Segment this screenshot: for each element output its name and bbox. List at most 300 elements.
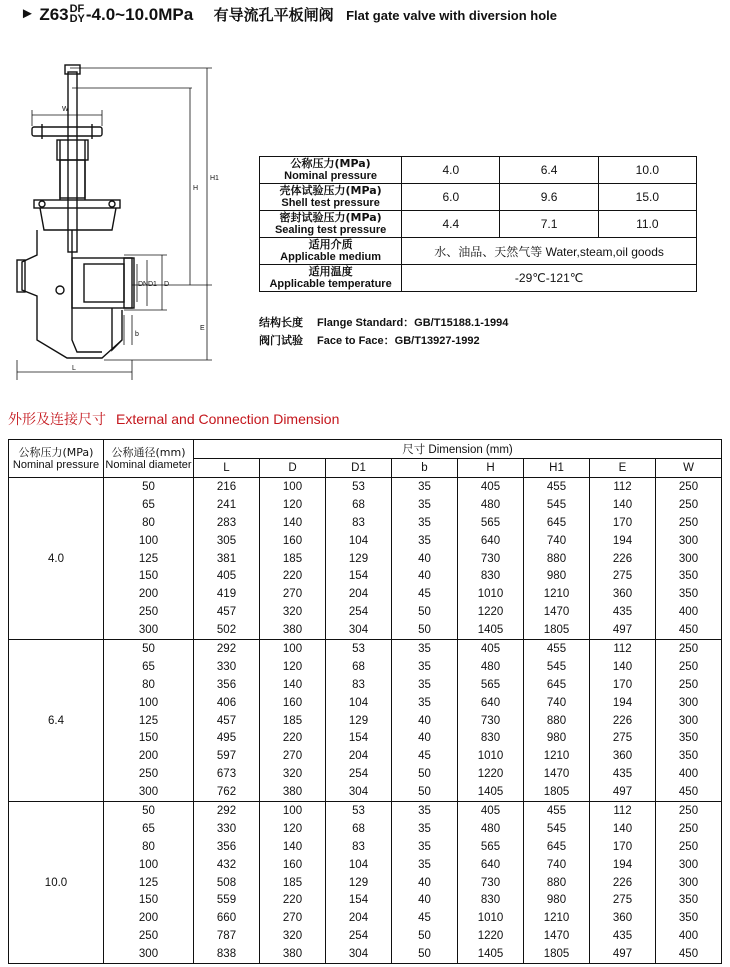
dimension-cell: 35 [392, 640, 458, 658]
dimension-cell: 565 [458, 514, 524, 532]
dimension-cell: 545 [524, 496, 590, 514]
dimension-cell: 360 [590, 747, 656, 765]
dimension-cell: 250 [656, 478, 722, 496]
dimension-cell: 830 [458, 891, 524, 909]
dimension-cell: 300 [656, 694, 722, 712]
dimension-cell: 275 [590, 567, 656, 585]
dimension-cell: 320 [260, 765, 326, 783]
dimension-cell: 50 [392, 603, 458, 621]
table-row [9, 945, 722, 963]
dimension-cell: 545 [524, 658, 590, 676]
spec-value: 10.0 [598, 157, 696, 184]
label-d: D [164, 281, 170, 288]
dimension-cell: 1805 [524, 945, 590, 963]
table-row [9, 514, 722, 532]
section-title: 外形及连接尺寸 External and Connection Dimension [8, 411, 340, 428]
dimension-cell: 830 [458, 729, 524, 747]
dimension-cell: 830 [458, 567, 524, 585]
dimension-cell: 275 [590, 729, 656, 747]
dimension-cell: 350 [656, 747, 722, 765]
diameter-cell: 150 [104, 891, 194, 909]
dimension-cell: 980 [524, 567, 590, 585]
dimension-cell: 154 [326, 567, 392, 585]
dimension-table [8, 439, 722, 964]
table-row [9, 891, 722, 909]
spec-row [260, 157, 697, 184]
dimension-cell: 565 [458, 676, 524, 694]
table-row [9, 729, 722, 747]
dimension-cell: 559 [194, 891, 260, 909]
dimension-cell: 455 [524, 640, 590, 658]
dimension-cell: 160 [260, 856, 326, 874]
dimension-cell: 300 [656, 856, 722, 874]
diameter-cell: 300 [104, 621, 194, 639]
diameter-cell: 65 [104, 658, 194, 676]
dimension-cell: 104 [326, 856, 392, 874]
dimension-cell: 787 [194, 927, 260, 945]
dimension-cell: 405 [458, 478, 524, 496]
spec-label: 公称压力(MPa) Nominal pressure [260, 157, 402, 184]
col-header-w: W [656, 459, 722, 478]
dimension-cell: 40 [392, 712, 458, 730]
table-row [9, 783, 722, 801]
dimension-cell: 53 [326, 640, 392, 658]
spec-value: 7.1 [500, 211, 598, 238]
diameter-cell: 50 [104, 478, 194, 496]
dimension-cell: 480 [458, 496, 524, 514]
dimension-cell: 304 [326, 621, 392, 639]
col-header-h: H [458, 459, 524, 478]
model-suffix [70, 4, 85, 24]
dimension-cell: 645 [524, 838, 590, 856]
dimension-cell: 40 [392, 729, 458, 747]
dimension-cell: 250 [656, 676, 722, 694]
dimension-cell: 53 [326, 802, 392, 820]
dimension-cell: 380 [260, 945, 326, 963]
table-row [9, 640, 722, 658]
dimension-cell: 68 [326, 496, 392, 514]
dimension-cell: 100 [260, 640, 326, 658]
dimension-cell: 450 [656, 945, 722, 963]
dimension-cell: 880 [524, 874, 590, 892]
table-row [9, 603, 722, 621]
dimension-cell: 880 [524, 550, 590, 568]
dimension-cell: 129 [326, 874, 392, 892]
dimension-cell: 204 [326, 747, 392, 765]
label-w: W [62, 106, 69, 113]
dimension-cell: 597 [194, 747, 260, 765]
dimension-cell: 40 [392, 874, 458, 892]
dimension-cell: 730 [458, 712, 524, 730]
dimension-cell: 83 [326, 838, 392, 856]
dimension-cell: 497 [590, 945, 656, 963]
dimension-cell: 1210 [524, 747, 590, 765]
dimension-cell: 35 [392, 694, 458, 712]
col-header-b: b [392, 459, 458, 478]
dimension-cell: 35 [392, 856, 458, 874]
spec-label: 适用介质 Applicable medium [260, 238, 402, 265]
dimension-cell: 100 [260, 478, 326, 496]
diameter-cell: 100 [104, 694, 194, 712]
dimension-cell: 497 [590, 621, 656, 639]
dimension-cell: 270 [260, 747, 326, 765]
dimension-cell: 35 [392, 532, 458, 550]
dimension-cell: 112 [590, 640, 656, 658]
dimension-cell: 250 [656, 820, 722, 838]
dimension-cell: 356 [194, 676, 260, 694]
spec-row [260, 211, 697, 238]
dimension-cell: 350 [656, 585, 722, 603]
dimension-cell: 350 [656, 567, 722, 585]
diameter-cell: 250 [104, 765, 194, 783]
dimension-cell: 50 [392, 945, 458, 963]
dimension-cell: 1010 [458, 909, 524, 927]
dimension-cell: 762 [194, 783, 260, 801]
dimension-cell: 380 [260, 621, 326, 639]
dimension-cell: 1470 [524, 765, 590, 783]
diameter-cell: 250 [104, 927, 194, 945]
dimension-cell: 35 [392, 676, 458, 694]
spec-table [259, 156, 697, 292]
dimension-cell: 68 [326, 820, 392, 838]
spec-value: 4.0 [402, 157, 500, 184]
table-row [9, 838, 722, 856]
dimension-cell: 1220 [458, 603, 524, 621]
table-row [9, 909, 722, 927]
table-row [9, 550, 722, 568]
dimension-cell: 838 [194, 945, 260, 963]
dimension-cell: 250 [656, 496, 722, 514]
dimension-cell: 170 [590, 514, 656, 532]
flange-standard: 结构长度 Flange Standard：GB/T15188.1-1994 [259, 316, 509, 329]
diameter-cell: 250 [104, 603, 194, 621]
table-row [9, 765, 722, 783]
dimension-cell: 305 [194, 532, 260, 550]
dimension-cell: 400 [656, 603, 722, 621]
label-h1: H1 [210, 175, 219, 182]
dimension-cell: 216 [194, 478, 260, 496]
dimension-cell: 185 [260, 712, 326, 730]
dimension-cell: 673 [194, 765, 260, 783]
dimension-cell: 1220 [458, 765, 524, 783]
dimension-cell: 480 [458, 820, 524, 838]
label-e: E [200, 325, 205, 332]
dimension-cell: 140 [590, 496, 656, 514]
dimension-cell: 645 [524, 514, 590, 532]
table-row [9, 802, 722, 820]
dimension-cell: 220 [260, 891, 326, 909]
dimension-cell: 35 [392, 514, 458, 532]
dimension-cell: 545 [524, 820, 590, 838]
spec-row-medium [260, 238, 697, 265]
dimension-cell: 254 [326, 765, 392, 783]
dimension-cell: 204 [326, 909, 392, 927]
table-row [9, 496, 722, 514]
label-l: L [72, 365, 76, 372]
face-to-face-standard: 阀门试验 Face to Face：GB/T13927-1992 [259, 334, 480, 347]
triangle-bullet-icon: ► [20, 5, 35, 22]
spec-value: 6.0 [402, 184, 500, 211]
dimension-cell: 170 [590, 838, 656, 856]
table-row [9, 927, 722, 945]
dimension-cell: 35 [392, 838, 458, 856]
diameter-cell: 80 [104, 838, 194, 856]
dimension-cell: 980 [524, 891, 590, 909]
header-dimension: 尺寸 Dimension (mm) [194, 440, 722, 459]
col-header-d: D [260, 459, 326, 478]
dimension-cell: 250 [656, 802, 722, 820]
spec-value-medium: 水、油品、天然气等 Water,steam,oil goods [402, 238, 697, 265]
label-d1: D1 [148, 281, 157, 288]
dimension-cell: 100 [260, 802, 326, 820]
dimension-cell: 565 [458, 838, 524, 856]
dimension-cell: 35 [392, 802, 458, 820]
standards-block [259, 314, 508, 350]
diameter-cell: 125 [104, 550, 194, 568]
diameter-cell: 200 [104, 585, 194, 603]
header-nominal-pressure: 公称压力(MPa) Nominal pressure [9, 440, 104, 478]
diameter-cell: 300 [104, 945, 194, 963]
spec-value: 15.0 [598, 184, 696, 211]
diameter-cell: 125 [104, 712, 194, 730]
dimension-cell: 300 [656, 532, 722, 550]
dimension-cell: 140 [260, 676, 326, 694]
title-en: Flat gate valve with diversion hole [346, 8, 558, 23]
dimension-cell: 129 [326, 712, 392, 730]
dimension-cell: 250 [656, 514, 722, 532]
page-header [20, 4, 557, 32]
dimension-cell: 640 [458, 532, 524, 550]
pressure-range: -4.0~10.0MPa [85, 5, 194, 24]
dimension-cell: 455 [524, 802, 590, 820]
dimension-cell: 450 [656, 621, 722, 639]
table-row [9, 478, 722, 496]
dimension-cell: 50 [392, 927, 458, 945]
dimension-cell: 432 [194, 856, 260, 874]
dimension-cell: 194 [590, 856, 656, 874]
dimension-cell: 270 [260, 909, 326, 927]
dimension-cell: 292 [194, 802, 260, 820]
dimension-cell: 50 [392, 783, 458, 801]
dimension-cell: 104 [326, 532, 392, 550]
dimension-cell: 304 [326, 945, 392, 963]
dimension-cell: 320 [260, 927, 326, 945]
dimension-cell: 405 [194, 567, 260, 585]
dimension-cell: 112 [590, 802, 656, 820]
dimension-cell: 112 [590, 478, 656, 496]
dimension-cell: 1805 [524, 621, 590, 639]
dimension-cell: 1010 [458, 585, 524, 603]
spec-row-temp [260, 265, 697, 292]
dimension-cell: 300 [656, 712, 722, 730]
dimension-cell: 350 [656, 729, 722, 747]
dimension-cell: 154 [326, 891, 392, 909]
dimension-cell: 640 [458, 694, 524, 712]
dimension-cell: 497 [590, 783, 656, 801]
dimension-cell: 40 [392, 550, 458, 568]
table-row [9, 532, 722, 550]
dimension-cell: 35 [392, 820, 458, 838]
dimension-cell: 83 [326, 676, 392, 694]
dimension-cell: 495 [194, 729, 260, 747]
dimension-cell: 508 [194, 874, 260, 892]
dimension-cell: 330 [194, 820, 260, 838]
dimension-cell: 480 [458, 658, 524, 676]
dimension-cell: 226 [590, 712, 656, 730]
dimension-cell: 300 [656, 874, 722, 892]
diameter-cell: 80 [104, 676, 194, 694]
dimension-cell: 45 [392, 585, 458, 603]
dimension-cell: 140 [590, 658, 656, 676]
dimension-cell: 50 [392, 621, 458, 639]
table-row [9, 621, 722, 639]
dimension-cell: 350 [656, 909, 722, 927]
dimension-cell: 455 [524, 478, 590, 496]
dimension-cell: 502 [194, 621, 260, 639]
dimension-cell: 254 [326, 927, 392, 945]
dimension-cell: 250 [656, 640, 722, 658]
dimension-cell: 350 [656, 891, 722, 909]
model-sub: DY [69, 12, 85, 25]
table-row [9, 747, 722, 765]
dimension-cell: 435 [590, 765, 656, 783]
pressure-cell: 6.4 [9, 640, 104, 802]
dimension-cell: 1405 [458, 945, 524, 963]
dimension-cell: 980 [524, 729, 590, 747]
dimension-cell: 120 [260, 658, 326, 676]
dimension-cell: 35 [392, 496, 458, 514]
dimension-cell: 1010 [458, 747, 524, 765]
dimension-cell: 419 [194, 585, 260, 603]
dimension-cell: 170 [590, 676, 656, 694]
dimension-cell: 880 [524, 712, 590, 730]
dimension-cell: 45 [392, 747, 458, 765]
dimension-cell: 1210 [524, 909, 590, 927]
spec-value-temp: -29℃-121℃ [402, 265, 697, 292]
dimension-cell: 730 [458, 550, 524, 568]
dimension-cell: 730 [458, 874, 524, 892]
pressure-cell: 4.0 [9, 478, 104, 640]
dimension-cell: 320 [260, 603, 326, 621]
dimension-cell: 740 [524, 532, 590, 550]
dimension-cell: 35 [392, 478, 458, 496]
dimension-cell: 129 [326, 550, 392, 568]
dimension-cell: 226 [590, 874, 656, 892]
table-row [9, 820, 722, 838]
col-header-d1: D1 [326, 459, 392, 478]
dimension-cell: 292 [194, 640, 260, 658]
dimension-cell: 660 [194, 909, 260, 927]
dimension-cell: 250 [656, 838, 722, 856]
dimension-cell: 450 [656, 783, 722, 801]
dimension-cell: 226 [590, 550, 656, 568]
dimension-cell: 1405 [458, 621, 524, 639]
dimension-cell: 154 [326, 729, 392, 747]
dimension-cell: 1805 [524, 783, 590, 801]
diameter-cell: 125 [104, 874, 194, 892]
dimension-cell: 300 [656, 550, 722, 568]
dimension-cell: 405 [458, 640, 524, 658]
dimension-cell: 45 [392, 909, 458, 927]
table-row [9, 658, 722, 676]
model-sup: DF [69, 2, 85, 15]
spec-label: 适用温度 Applicable temperature [260, 265, 402, 292]
spec-row [260, 184, 697, 211]
dimension-cell: 140 [260, 838, 326, 856]
dimension-cell: 140 [590, 820, 656, 838]
diameter-cell: 65 [104, 820, 194, 838]
label-dn: DN [138, 281, 149, 288]
diameter-cell: 65 [104, 496, 194, 514]
col-header-h1: H1 [524, 459, 590, 478]
dimension-cell: 83 [326, 514, 392, 532]
diameter-cell: 80 [104, 514, 194, 532]
dimension-cell: 40 [392, 891, 458, 909]
col-header-l: L [194, 459, 260, 478]
dimension-cell: 254 [326, 603, 392, 621]
dimension-cell: 194 [590, 532, 656, 550]
dimension-cell: 1220 [458, 927, 524, 945]
dimension-cell: 406 [194, 694, 260, 712]
dimension-cell: 40 [392, 567, 458, 585]
model-code: Z63 [39, 5, 69, 24]
dimension-cell: 1405 [458, 783, 524, 801]
dimension-cell: 220 [260, 729, 326, 747]
dimension-cell: 400 [656, 927, 722, 945]
dimension-cell: 435 [590, 927, 656, 945]
spec-label: 壳体试验压力(MPa) Shell test pressure [260, 184, 402, 211]
dimension-cell: 360 [590, 585, 656, 603]
spec-value: 11.0 [598, 211, 696, 238]
dimension-cell: 140 [260, 514, 326, 532]
dimension-cell: 160 [260, 694, 326, 712]
diameter-cell: 100 [104, 856, 194, 874]
diameter-cell: 50 [104, 802, 194, 820]
title-cn: 有导流孔平板闸阀 [213, 6, 334, 24]
table-row [9, 676, 722, 694]
dimension-cell: 204 [326, 585, 392, 603]
label-h: H [193, 185, 199, 192]
diameter-cell: 200 [104, 747, 194, 765]
dimension-cell: 645 [524, 676, 590, 694]
diameter-cell: 50 [104, 640, 194, 658]
dimension-cell: 405 [458, 802, 524, 820]
dimension-cell: 356 [194, 838, 260, 856]
dimension-cell: 53 [326, 478, 392, 496]
dimension-cell: 330 [194, 658, 260, 676]
dimension-cell: 360 [590, 909, 656, 927]
dimension-cell: 194 [590, 694, 656, 712]
dimension-cell: 381 [194, 550, 260, 568]
diameter-cell: 100 [104, 532, 194, 550]
spec-label: 密封试验压力(MPa) Sealing test pressure [260, 211, 402, 238]
dimension-cell: 457 [194, 712, 260, 730]
dimension-cell: 68 [326, 658, 392, 676]
valve-drawing [12, 40, 232, 385]
diameter-cell: 200 [104, 909, 194, 927]
table-row [9, 874, 722, 892]
col-header-e: E [590, 459, 656, 478]
dimension-cell: 400 [656, 765, 722, 783]
dimension-cell: 120 [260, 496, 326, 514]
dimension-cell: 160 [260, 532, 326, 550]
table-row [9, 585, 722, 603]
dimension-cell: 640 [458, 856, 524, 874]
diameter-cell: 150 [104, 567, 194, 585]
dimension-cell: 185 [260, 550, 326, 568]
table-row [9, 712, 722, 730]
dimension-cell: 270 [260, 585, 326, 603]
